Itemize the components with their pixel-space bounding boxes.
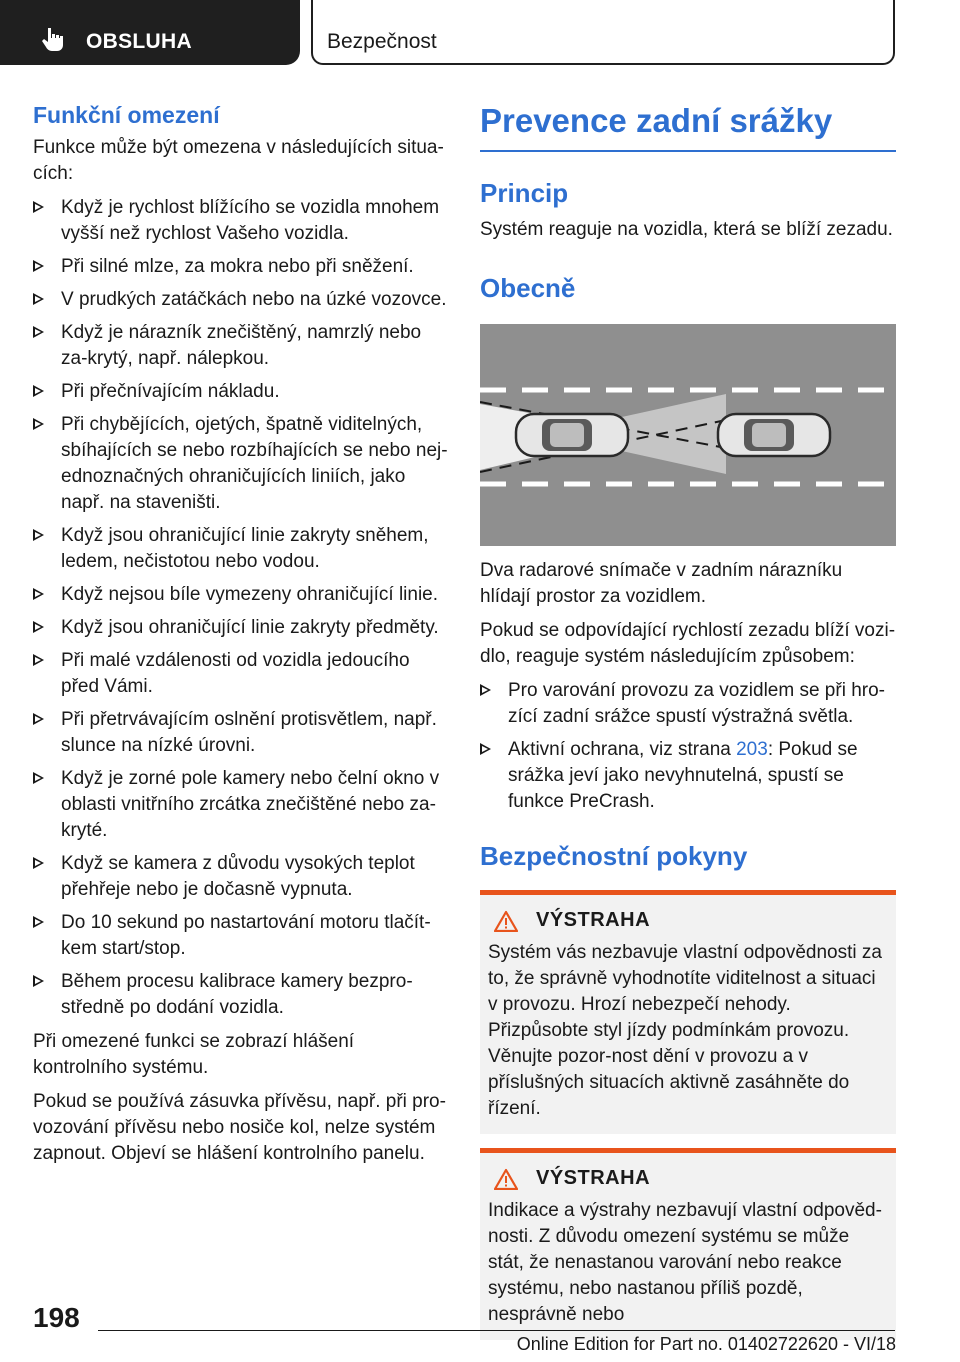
warning-box-1	[480, 890, 896, 1134]
list-item-text: Pro varování provozu za vozidlem se při hro-zící zadní srážce spustí výstražná světla.	[508, 680, 885, 727]
triangle-bullet-icon	[33, 588, 44, 600]
tab-label: OBSLUHA	[86, 30, 192, 53]
triangle-bullet-icon	[480, 743, 491, 755]
section-header	[311, 0, 895, 65]
list-item	[33, 254, 451, 280]
car-following-icon	[516, 414, 628, 456]
list-item	[33, 615, 451, 641]
list-item	[480, 678, 896, 730]
safety-heading: Bezpečnostní pokyny	[480, 841, 748, 871]
list-item-text: V prudkých zatáčkách nebo na úzké vozovce.	[61, 289, 447, 310]
triangle-bullet-icon	[33, 713, 44, 725]
car-own-icon	[718, 414, 830, 456]
list-item	[33, 379, 451, 405]
list-item-text: Při malé vzdálenosti od vozidla jedoucího před Vámi.	[61, 650, 410, 697]
list-item	[33, 969, 451, 1021]
list-item-text: Když je nárazník znečištěný, namrzlý nebo za-krytý, např. nálepkou.	[61, 322, 422, 369]
footer-divider	[98, 1330, 895, 1331]
warning-title: VÝSTRAHA	[536, 909, 651, 931]
list-item-text: Když nejsou bíle vymezeny ohraničující linie.	[61, 584, 439, 605]
page-title: Prevence zadní srážky	[480, 102, 896, 152]
triangle-bullet-icon	[33, 326, 44, 338]
list-item-text: Když jsou ohraničující linie zakryty sněhem, ledem, nečistotou nebo vodou.	[61, 525, 429, 572]
list-item-text: Aktivní ochrana, viz strana	[508, 739, 737, 760]
triangle-bullet-icon	[33, 621, 44, 633]
triangle-bullet-icon	[480, 684, 491, 696]
triangle-bullet-icon	[33, 975, 44, 987]
warning-text: Systém vás nezbavuje vlastní odpovědnosti za to, že správně vyhodnotíte viditelnost a situaci v provozu. Hrozí nebezpečí nehody. Přizpůsobte styl jízdy podmínkám provozu. Věnujte pozor-nost dění v provozu a v příslušných situacích aktivně zasáhněte do řízení.	[488, 942, 882, 1119]
page-number: 198	[33, 1302, 80, 1333]
list-item-text: Když je zorné pole kamery nebo čelní okno v oblasti vnitřního zrcátka znečištěné nebo za-kryté.	[61, 768, 440, 841]
warning-box-2	[480, 1148, 896, 1340]
list-item-text: Při přečnívajícím nákladu.	[61, 381, 280, 402]
page-link-203[interactable]: 203	[736, 739, 768, 760]
list-item	[480, 737, 896, 815]
list-item-text: Při silné mlze, za mokra nebo při sněžení.	[61, 256, 414, 277]
list-item-text: Při přetrvávajícím oslnění protisvětlem, např. slunce na nízké úrovni.	[61, 709, 437, 756]
list-item-text: Během procesu kalibrace kamery bezpro-středně po dodání vozidla.	[61, 971, 413, 1018]
triangle-bullet-icon	[33, 857, 44, 869]
limitations-intro: Funkce může být omezena v následujících situa-cích:	[33, 137, 444, 184]
triangle-bullet-icon	[33, 260, 44, 272]
warning-text: Indikace a výstrahy nezbavují vlastní odpověd-nosti. Z důvodu omezení systému se může stát, že nenastanou varování nebo reakce systému, nebo nastanou příliš pozdě, nesprávně nebo	[488, 1200, 882, 1325]
limitations-heading: Funkční omezení	[33, 102, 220, 128]
section-label: Bezpečnost	[327, 30, 437, 53]
warning-title: VÝSTRAHA	[536, 1167, 651, 1189]
hand-pointer-icon	[40, 26, 66, 52]
princip-heading: Princip	[480, 178, 569, 208]
triangle-bullet-icon	[33, 916, 44, 928]
list-item	[33, 523, 451, 575]
list-item	[33, 195, 451, 247]
list-item	[33, 766, 451, 844]
list-item	[33, 910, 451, 962]
list-item-text: Když se kamera z důvodu vysokých teplot přehřeje nebo je dočasně vypnuta.	[61, 853, 415, 900]
limitations-list	[33, 195, 451, 1021]
triangle-bullet-icon	[33, 201, 44, 213]
list-item	[33, 412, 451, 516]
reaction-list	[480, 678, 896, 815]
triangle-bullet-icon	[33, 293, 44, 305]
obecne-paragraph-2: Pokud se odpovídající rychlostí zezadu blíží vozi-dlo, reaguje systém následujícím způsobem:	[480, 620, 896, 667]
right-column	[480, 102, 896, 1340]
triangle-bullet-icon	[33, 772, 44, 784]
triangle-bullet-icon	[33, 529, 44, 541]
triangle-bullet-icon	[33, 654, 44, 666]
obecne-paragraph-1: Dva radarové snímače v zadním nárazníku hlídají prostor za vozidlem.	[480, 560, 843, 607]
list-item-text: Do 10 sekund po nastartování motoru tlačít-kem start/stop.	[61, 912, 431, 959]
warning-header	[488, 1167, 888, 1190]
list-item	[33, 851, 451, 903]
list-item	[33, 582, 451, 608]
list-item-text: Když je rychlost blížícího se vozidla mnohem vyšší než rychlost Vašeho vozidla.	[61, 197, 440, 244]
list-item	[33, 707, 451, 759]
left-column	[33, 102, 451, 1175]
warning-triangle-icon	[494, 910, 518, 932]
check-control-paragraph: Při omezené funkci se zobrazí hlášení kontrolního systému.	[33, 1031, 355, 1078]
rear-radar-illustration	[480, 324, 896, 546]
triangle-bullet-icon	[33, 385, 44, 397]
list-item	[33, 648, 451, 700]
list-item-text: Při chybějících, ojetých, špatně viditelných, sbíhajících se nebo rozbíhajících se nebo nej-ednoznačných ohraničujících liniích, jako např. na staveništi.	[61, 414, 448, 513]
list-item	[33, 287, 451, 313]
header-tab	[0, 0, 300, 65]
warning-triangle-icon	[494, 1168, 518, 1190]
list-item-text: : Pokud se srážka jeví jako nevyhnutelná, spustí se funkce PreCrash.	[508, 739, 858, 812]
warning-header	[488, 909, 888, 932]
list-item-text: Když jsou ohraničující linie zakryty předměty.	[61, 617, 439, 638]
princip-text: Systém reaguje na vozidla, která se blíží zezadu.	[480, 219, 893, 240]
footer-edition: Online Edition for Part no. 01402722620 - VI/18	[516, 1334, 896, 1354]
trailer-paragraph: Pokud se používá zásuvka přívěsu, např. při pro-vozování přívěsu nebo nosiče kol, nelze systém zapnout. Objeví se hlášení kontrolního panelu.	[33, 1091, 446, 1164]
list-item	[33, 320, 451, 372]
triangle-bullet-icon	[33, 418, 44, 430]
obecne-heading: Obecně	[480, 273, 576, 303]
